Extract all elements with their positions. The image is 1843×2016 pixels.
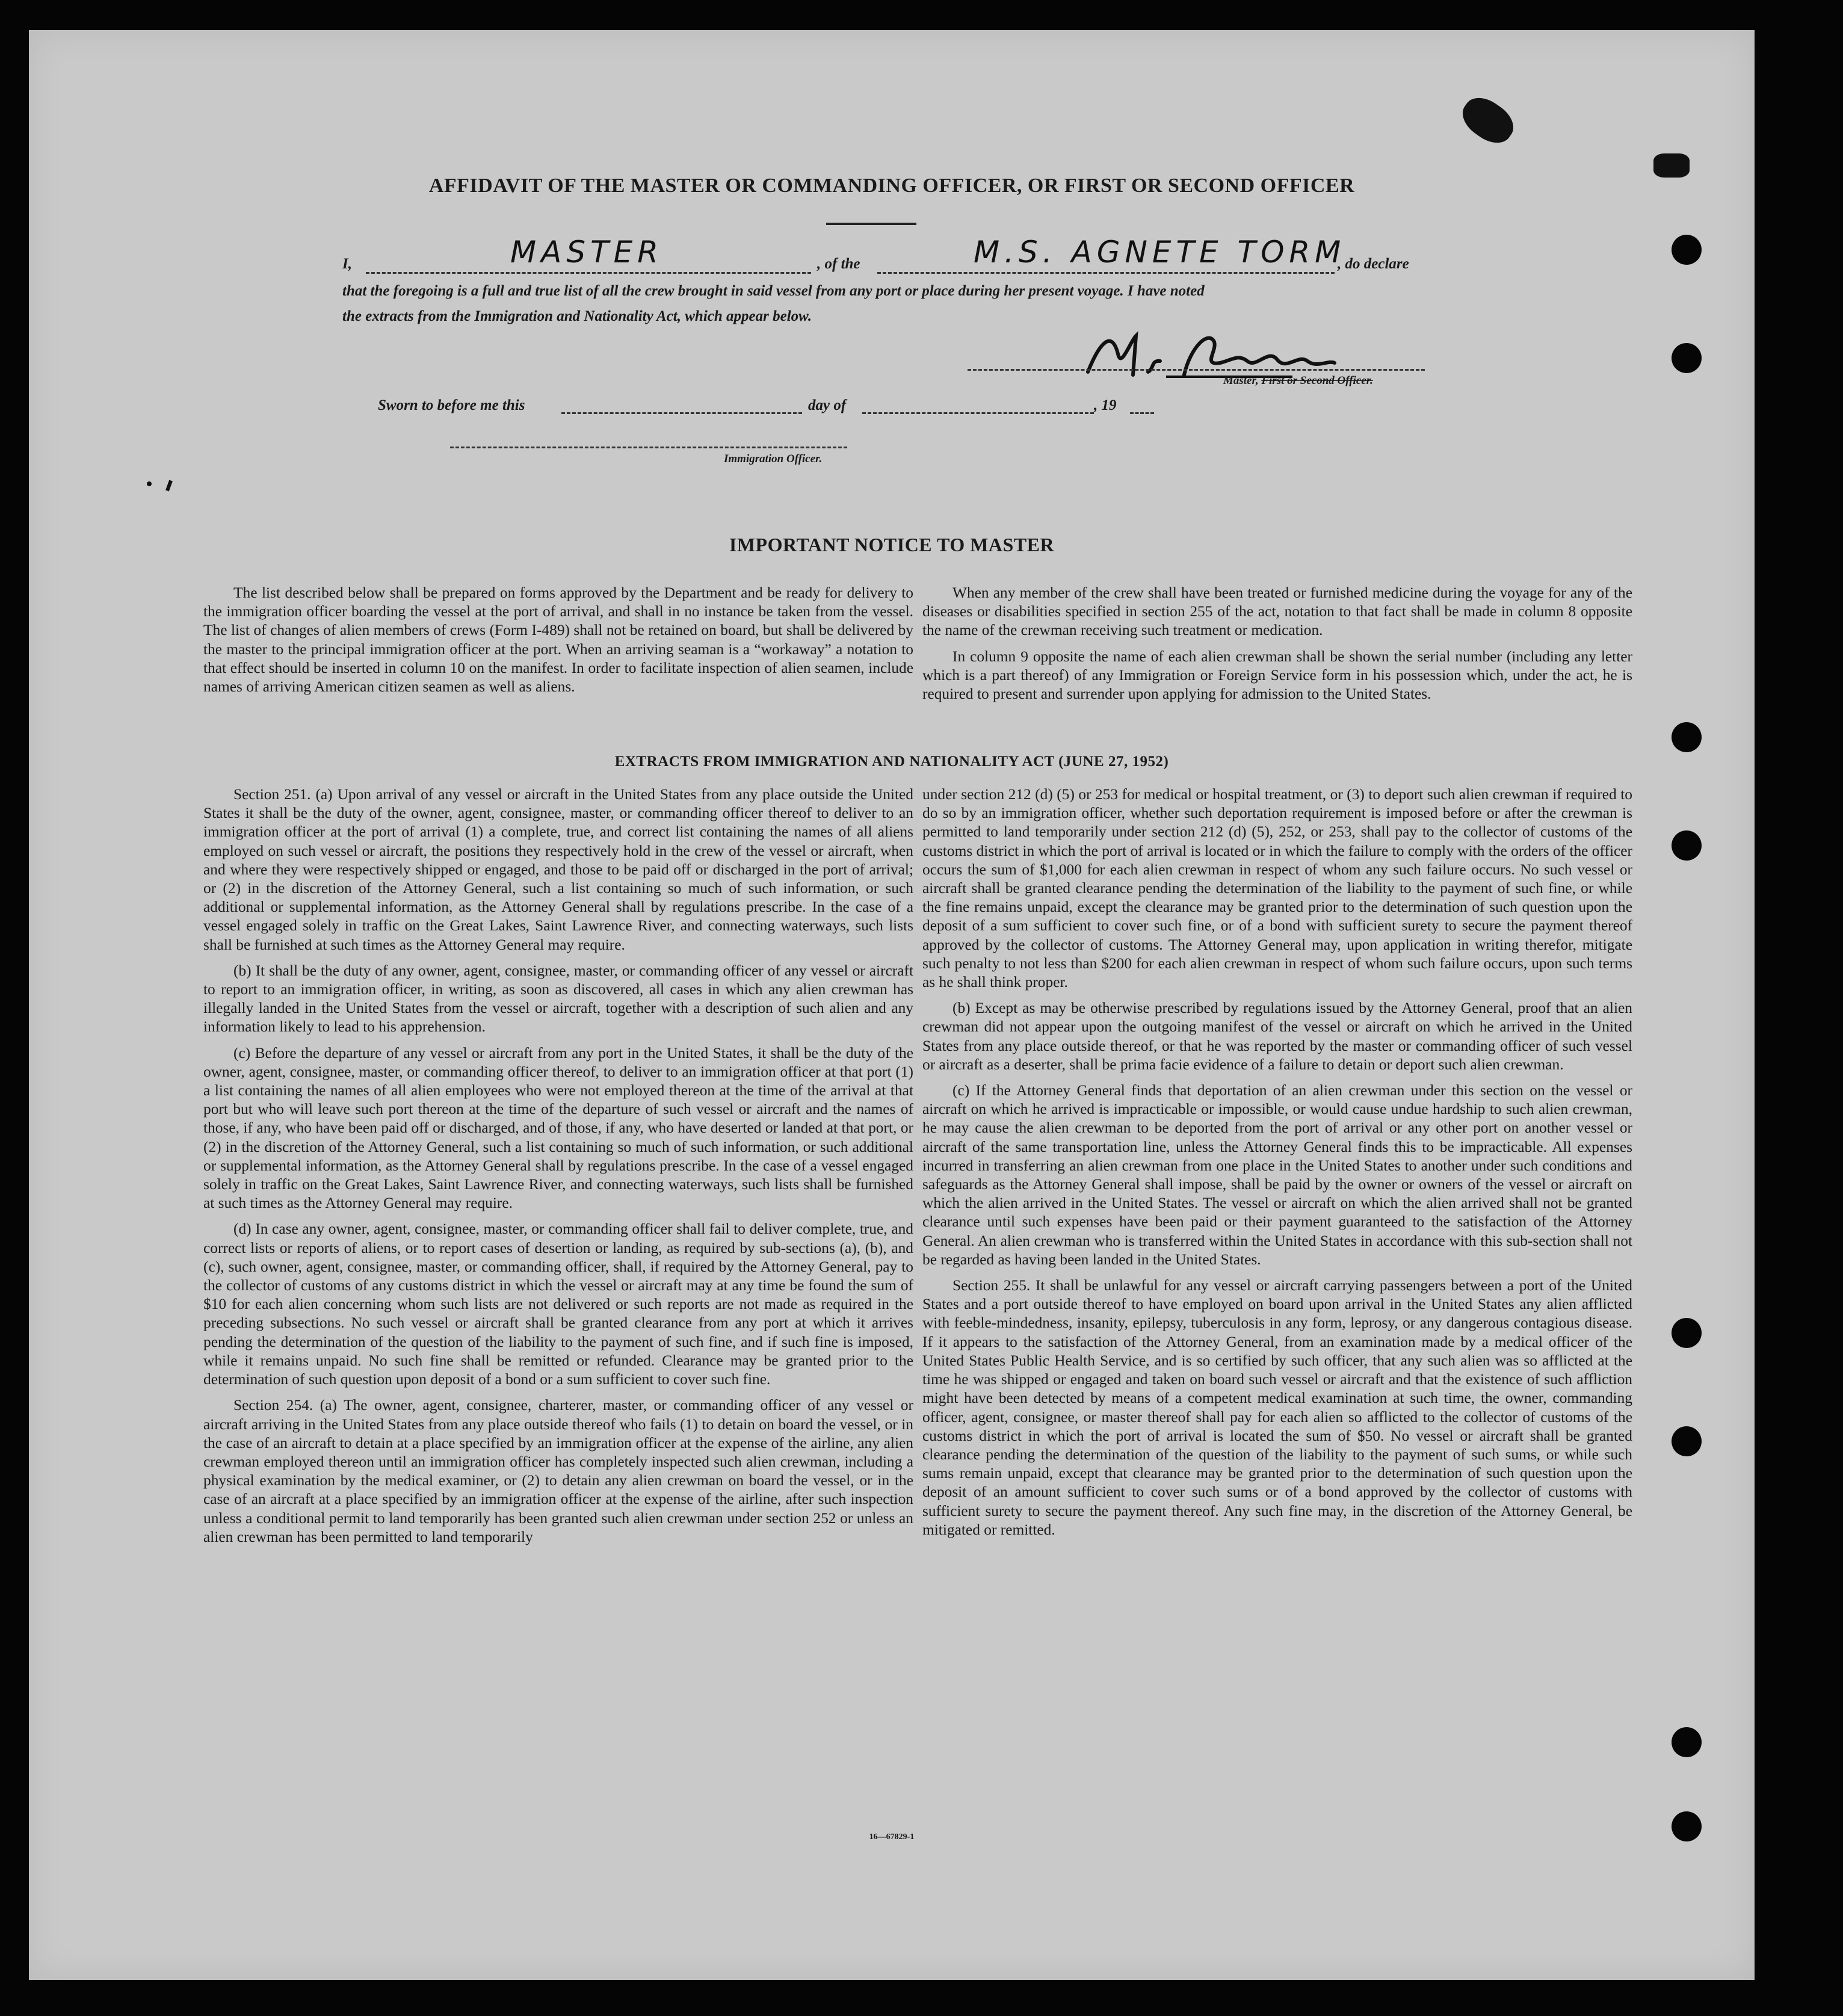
struck-officer-title: First or Second Officer. xyxy=(1261,374,1373,387)
punch-hole xyxy=(1672,1318,1702,1348)
i-label: I, xyxy=(342,256,352,272)
section-251-b: (b) It shall be the duty of any owner, agent, consignee, master, or commanding officer of any vessel or aircraft to report to an immigration officer, in writing, as soon as discovered, all cases in which any alien crewman has illegally landed in the United States from the vessel or aircraft, together with a description of such alien and any information likely to lead to his apprehension. xyxy=(203,962,913,1036)
extracts-title: EXTRACTS FROM IMMIGRATION AND NATIONALITY ACT (JUNE 27, 1952) xyxy=(614,753,1169,770)
section-251-c: (c) Before the departure of any vessel or aircraft from any port in the United States, it shall be the duty of the owner, agent, consignee, master, or commanding officer thereof, to deliver to an immigration officer at that port (1) a list containing the names of all alien employees who were not employed thereon at the time of the arrival at that port but who will leave such port thereon at the time of the departure of such vessel or aircraft and the names of those, if any, who have been paid off or discharged, and of those, if any, who have deserted or landed at that port, or (2) in the discretion of the Attorney General, such a list containing so much of such information, or such additional or supplemental information, as the Attorney General shall by regulations prescribe. In the case of a vessel engaged solely in traffic on the Great Lakes, Saint Lawrence River, and connecting waterways, such lists shall be furnished at such times as the Attorney General may require. xyxy=(203,1044,913,1212)
section-254-b: (b) Except as may be otherwise prescribed by regulations issued by the Attorney General, proof that an alien crewman did not appear upon the outgoing manifest of the vessel or aircraft on which he arrived in the United States from any place outside thereof, or that he was reported by the master or commanding officer of such vessel or aircraft as a deserter, shall be prima facie evidence of a failure to detain or deport such alien crewman. xyxy=(922,1000,1632,1073)
section-251-a: Section 251. (a) Upon arrival of any vessel or aircraft in the United States from any place outside the United States it shall be the duty of the owner, agent, consignee, master, or commanding officer thereof to deliver to an immigration officer at the port of arrival (1) a complete, true, and correct list containing the names of all aliens employed on such vessel or aircraft, the positions they respectively hold in the crew of the vessel or aircraft, when and where they were respectively shipped or engaged, and those to be paid off or discharged in the port of arrival; or (2) in the discretion of the Attorney General, such a list containing so much of such information, or such additional or supplemental information, as the Attorney General shall by regulations prescribe. In the case of a vessel engaged solely in traffic on the Great Lakes, Saint Lawrence River, and connecting waterways, such lists shall be furnished at such times as the Attorney General may require. xyxy=(203,786,913,953)
section-255: Section 255. It shall be unlawful for any vessel or aircraft carrying passengers between a port of the United States and a port outside thereof to have employed on board upon arrival in the United States any alien afflicted with feeble-mindedness, insanity, epilepsy, tuberculosis in any form, leprosy, or any dangerous contagious disease. If it appears to the satisfaction of the Attorney General, from an examination made by a medical officer of the United States Public Health Service, and is so certified by such officer, that any such alien was so afflicted at the time he was shipped or engaged and taken on board such vessel or aircraft and that the existence of such affliction might have been detected by means of a competent medical examination at such time, the owner, commanding officer, agent, consignee, or master thereof shall pay for each alien so afflicted to the collector of customs of the customs district in which the port of arrival is located the sum of $50. No vessel or aircraft shall be granted clearance pending the determination of the question of the liability to the payment of such sums, or while such sums remain unpaid, except that clearance may be granted prior to the determination of such question upon the deposit of an amount sufficient to cover such sums or of a bond approved by the collector of customs with sufficient surety to secure the payment thereof. Any such fine may, in the discretion of the Attorney General, be mitigated or remitted. xyxy=(922,1277,1632,1538)
section-254-c: (c) If the Attorney General finds that deportation of an alien crewman under this section on the vessel or aircraft on which he arrived is impracticable or impossible, or would cause undue hardship to such alien crewman, he may cause the alien crewman to be deported from the port of arrival or any other port on another vessel or aircraft of the same transportation line, unless the Attorney General finds this to be impracticable. All expenses incurred in transferring an alien crewman from one place in the United States to another under such conditions and safeguards as the Attorney General shall impose, shall be paid by the owner or owners of the vessel or aircraft on which the alien arrived in the United States. The vessel or aircraft on which the alien arrived shall not be granted clearance until such expenses have been paid or their payment guaranteed to the satisfaction of the Attorney General. An alien crewman who is transferred within the United States in accordance with this sub-section shall not be regarded as having been landed in the United States. xyxy=(922,1082,1632,1268)
notice-title: IMPORTANT NOTICE TO MASTER xyxy=(729,534,1055,555)
notice-right-paragraph-1: When any member of the crew shall have been treated or furnished medicine during the voyage for any of the diseases or disabilities specified in section 255 of the act, notation to that fact shall be made in column 8 opposite the name of the crewman receiving such treatment or medication. xyxy=(922,584,1632,639)
declaration-line-1: that the foregoing is a full and true list of all the crew brought in said vessel from any port or place during her present voyage. I have noted xyxy=(342,283,1205,299)
position-blank xyxy=(366,272,811,274)
punch-hole xyxy=(1672,722,1702,752)
master-label xyxy=(1223,374,1373,388)
sworn-label: Sworn to before me this xyxy=(378,397,525,413)
form-code: 16—67829-1 xyxy=(869,1832,915,1841)
vessel-blank xyxy=(877,272,1335,274)
notice-right-column xyxy=(922,584,1632,711)
signature-line xyxy=(968,369,1425,371)
document-page xyxy=(29,30,1755,1980)
declaration-line-2: the extracts from the Immigration and Nationality Act, which appear below. xyxy=(342,308,812,324)
sworn-year-blank xyxy=(1130,412,1154,414)
notice-left-paragraph: The list described below shall be prepared on forms approved by the Department and be ready for delivery to the immigration officer boarding the vessel at the port of arrival, and shall in no instance be taken from the vessel. The list of changes of alien members of crews (Form I-489) shall not be retained on board, but shall be delivered by the master to the principal immigration officer at the port. When an arriving seaman is a “workaway” a notation to that effect should be inserted in column 10 on the manifest. In order to facilitate inspection of alien seamen, include names of arriving American citizen seamen as well as aliens. xyxy=(203,584,913,696)
section-254-a-continued: under section 212 (d) (5) or 253 for medical or hospital treatment, or (3) to deport such alien crewman if required to do so by an immigration officer, whether such deportation requirement is imposed before or after the crewman is permitted to land temporarily under section 212 (d) (5), 252, or 253, shall pay to the collector of customs of the customs district in which the port of arrival is located or in which the failure to comply with the orders of the officer occurs the sum of $1,000 for each alien crewman in respect of whom any such failure occurs. No such vessel or aircraft shall be granted clearance pending the determination of the liability to the payment of such fine, or while the fine remains unpaid, except the clearance may be granted prior to the determination of such question upon the deposit of a sum sufficient to cover such fine, or of a bond with sufficient surety to secure the payment thereof approved by the collector of customs. The Attorney General may, upon application in writing therefor, mitigate such penalty to not less than $200 for each alien crewman in respect of whom such failure occurs, upon such terms as he shall think proper. xyxy=(922,786,1632,991)
notice-left-column xyxy=(203,584,913,703)
do-declare-label: , do declare xyxy=(1338,256,1409,272)
punch-hole xyxy=(1672,235,1702,265)
scan-blot xyxy=(1653,153,1690,178)
scan-blot xyxy=(1456,90,1520,151)
immigration-officer-label: Immigration Officer. xyxy=(724,453,823,465)
master-title: Master, xyxy=(1223,374,1259,387)
immigration-officer-line xyxy=(450,447,847,448)
sworn-day-blank xyxy=(561,412,802,414)
punch-hole xyxy=(1672,343,1702,373)
title-underline xyxy=(826,223,916,225)
of-the-label: , of the xyxy=(817,256,860,272)
notice-right-paragraph-2: In column 9 opposite the name of each alien crewman shall be shown the serial number (including any letter which is a part thereof) of any Immigration or Foreign Service form in his possession which, under the act, he is required to present and surrender upon applying for admission to the United States. xyxy=(922,648,1632,703)
section-251-d: (d) In case any owner, agent, consignee, master, or commanding officer shall fail to deliver complete, true, and correct lists or reports of aliens, or to report cases of desertion or landing, as required by sub-sections (a), (b), and (c), such owner, agent, consignee, master, or commanding officer, shall, if required by the Attorney General, pay to the collector of customs of any customs district in which the vessel or aircraft may at any time be found the sum of $10 for each alien concerning whom such lists are not delivered or such reports are not made as required in the preceding subsections. No such vessel or aircraft shall be granted clearance from any port at which it arrives pending the determination of the question of the liability to the payment of such fine, and if such fine is imposed, while it remains unpaid. No such fine shall be remitted or refunded. Clearance may be granted prior to the determination of such question upon deposit of a bond or a sum sufficient to cover such fine. xyxy=(203,1220,913,1388)
sworn-month-blank xyxy=(862,412,1094,414)
punch-hole xyxy=(1672,1727,1702,1757)
year-label: , 19 xyxy=(1094,397,1117,413)
punch-hole xyxy=(1672,830,1702,861)
scan-blot xyxy=(165,480,173,492)
section-254-a: Section 254. (a) The owner, agent, consignee, charterer, master, or commanding officer of any vessel or aircraft arriving in the United States from any place outside thereof who fails (1) to detain on board the vessel, or in the case of an aircraft to detain at a place specified by an immigration officer at the expense of the airline, any alien crewman employed thereon until an immigration officer has completely inspected such alien crewman, including a physical examination by the medical examiner, or (2) to detain any alien crewman on board the vessel, or in the case of an aircraft at a place specified by an immigration officer at the expense of the airline, after such inspection unless a conditional permit to land temporarily has been granted such alien crewman under section 252 or unless an alien crewman has been permitted to land temporarily xyxy=(203,1397,913,1545)
extracts-left-column xyxy=(203,785,913,1554)
position-handwritten: MASTER xyxy=(510,235,663,270)
vessel-handwritten: M.S. AGNETE TORM xyxy=(974,235,1346,270)
affidavit-title: AFFIDAVIT OF THE MASTER OR COMMANDING OFFICER, OR FIRST OR SECOND OFFICER xyxy=(428,175,1355,197)
extracts-right-column xyxy=(922,785,1632,1547)
punch-hole xyxy=(1672,1426,1702,1456)
scan-blot xyxy=(147,481,152,486)
day-of-label: day of xyxy=(808,397,847,413)
